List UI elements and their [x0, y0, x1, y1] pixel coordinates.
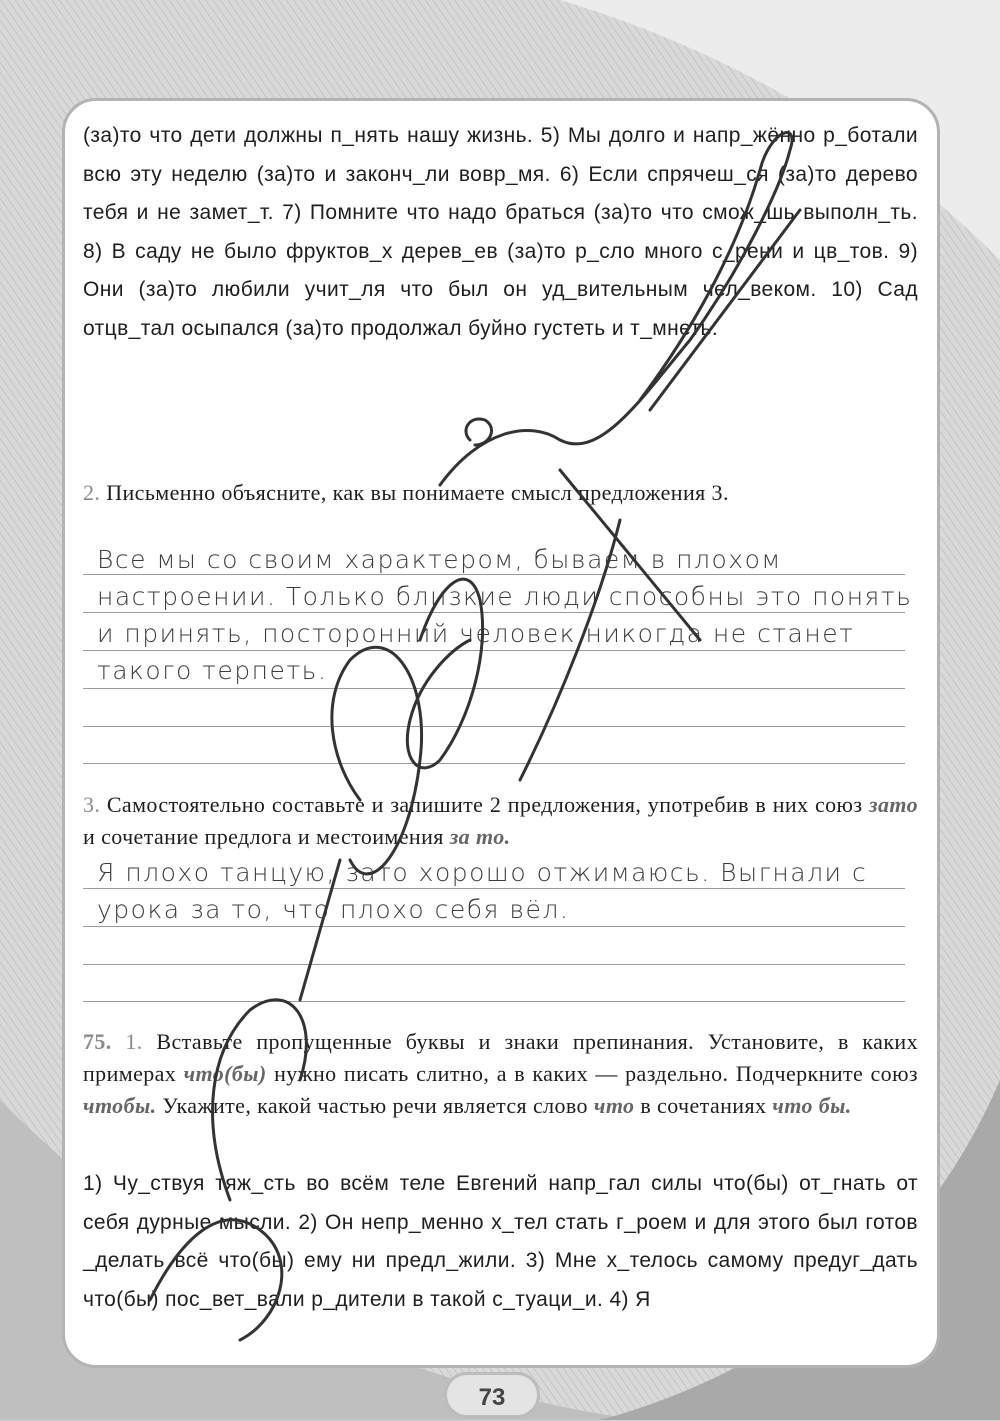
task-2-number: 2. [83, 480, 101, 505]
answer-line [83, 763, 905, 764]
task-3-text-middle: и сочетание предлога и местоимения [83, 824, 444, 849]
task-2-handwritten-answer: Все мы со своим характером, бываем в плохом настроении. Только близкие люди способны это понять и принять, посторонний человек никогда не станет такого терпеть. [97, 545, 913, 685]
answer-line [83, 726, 905, 727]
answer-line [83, 964, 905, 965]
task-3-text-before: Самостоятельно составьте и запишите 2 предложения, употребив в них союз [106, 792, 863, 817]
task-3-number: 3. [83, 792, 101, 817]
exercise-75-task-number: 1. [125, 1029, 143, 1054]
exercise-75-number: 75. [83, 1029, 112, 1054]
task-3-handwritten-answer: Я плохо танцую, зато хорошо отжимаюсь. Выгнали с урока за то, что плохо себя вёл. [97, 858, 868, 924]
task-2-prompt [83, 477, 918, 509]
task-3-term-za-to: за то. [449, 824, 511, 849]
exercise-75-term-chto-by: что(бы) [183, 1061, 267, 1086]
exercise-75-instruction-4: в сочетаниях [640, 1093, 767, 1118]
exercise-75-term-chto-by-2: что бы. [772, 1093, 852, 1118]
exercise-75-instruction-1: Вставьте пропущенные буквы и знаки препинания. Установите, в каких примерах [83, 1029, 919, 1086]
answer-line [83, 1001, 905, 1002]
task-3-prompt [83, 789, 918, 853]
task-2-text: Письменно объясните, как вы понимаете смысл предложения 3. [106, 480, 729, 505]
exercise-75-instruction-3: Укажите, какой частью речи является слово [162, 1093, 588, 1118]
workbook-page [62, 98, 940, 1368]
exercise-75-prompt [83, 1026, 918, 1122]
exercise-75-instruction-2: нужно писать слитно, а в каких — раздельно. Подчеркните союз [274, 1061, 918, 1086]
exercise-75-text: 1) Чу_ствуя тяж_сть во всём теле Евгений напр_гал силы что(бы) от_гнать от себя дурные мысли. 2) Он непр_менно х_тел стать г_роем и для этого был готов _делать всё что(бы) ему ни предл_жили. 3) Мне х_телось самому предуг_дать что(бы) пос_вет_вали р_дители в такой с_туаци_и. 4) Я [83, 1172, 918, 1311]
exercise-75-term-chtoby: чтобы. [83, 1093, 157, 1118]
page-number: 73 [444, 1372, 540, 1418]
task-3-term-zato: зато [869, 792, 919, 817]
exercise-75-term-chto: что [593, 1093, 635, 1118]
exercise-74-text: (за)то что дети должны п_нять нашу жизнь. 5) Мы долго и напр_жённо р_ботали всю эту неделю (за)то и законч_ли вовр_мя. 6) Если спрячеш_ся (за)то дерево тебя и не замет_т. 7) Помните что надо браться (за)то что смож_шь выполн_ть. 8) В саду не было фруктов_х дерев_ев (за)то р_сло много с_рени и цв_тов. 9) Они (за)то любили учит_ля что был он уд_вительным чел_веком. 10) Сад отцв_тал осыпался (за)то продолжал буйно густеть и т_мнеть. [83, 124, 918, 340]
